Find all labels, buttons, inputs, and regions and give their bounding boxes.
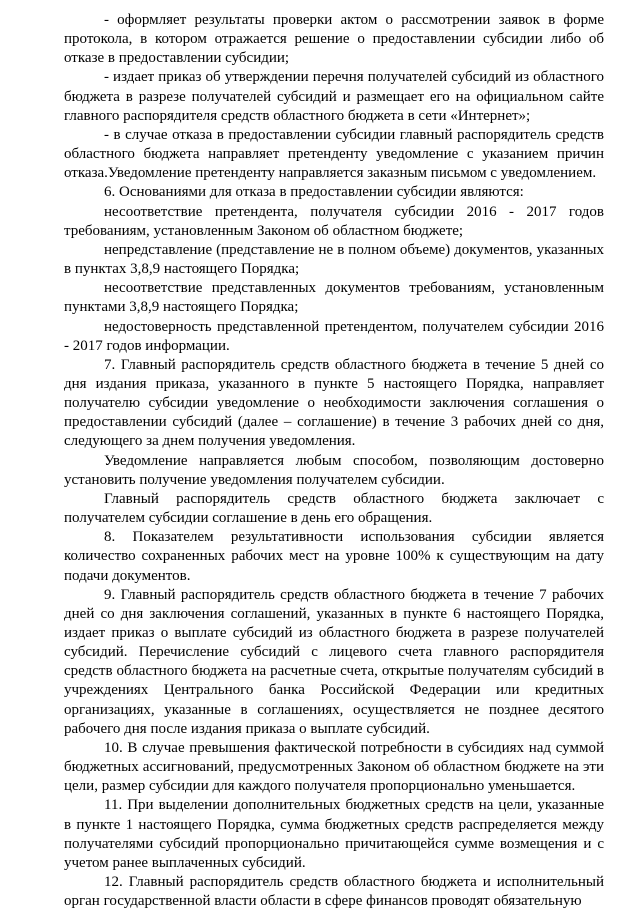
paragraph-7: 7. Главный распорядитель средств областного бюджета в течение 5 дней со дня издания приказа, указанного в пункте 5 настоящего Порядка, направляет получателю субсидии уведомление о необходимости заключения соглашения о предоставлении субсидий (далее – соглашение) в течение 3 рабочих дней со дня, следующего за днем получения уведомления.: [64, 356, 604, 450]
paragraph-10: 10. В случае превышения фактической потребности в субсидиях над суммой бюджетных ассигнований, предусмотренных Законом об областном бюджете на эти цели, размер субсидии для каждого получателя пропорционально уменьшается.: [64, 739, 604, 795]
paragraph-6-item-4: недостоверность представленной претендентом, получателем субсидии 2016 - 2017 годов информации.: [64, 318, 604, 354]
paragraph-protocol: - оформляет результаты проверки актом о рассмотрении заявок в форме протокола, в котором отражается решение о предоставлении субсидии либо об отказе в предоставлении субсидии;: [64, 12, 604, 67]
paragraph-7-notice: Уведомление направляется любым способом, позволяющим достоверно установить получение уведомления получателем субсидии.: [64, 452, 604, 488]
paragraph-6-heading: 6. Основаниями для отказа в предоставлении субсидии являются:: [104, 184, 524, 201]
paragraph-6-item-2: непредставление (представление не в полном объеме) документов, указанных в пунктах 3,8,9 настоящего Порядка;: [64, 241, 604, 278]
paragraph-7-agreement: Главный распорядитель средств областного бюджета заключает с получателем субсидии соглашение в день его обращения.: [64, 490, 604, 527]
paragraph-8: 8. Показателем результативности использования субсидии является количество сохраненных рабочих мест на уровне 100% к существующим на дату подачи документов.: [64, 529, 604, 584]
paragraph-6-item-3: несоответствие представленных документов требованиям, установленным пунктами 3,8,9 настоящего Порядка;: [64, 280, 604, 316]
paragraph-12: 12. Главный распорядитель средств областного бюджета и исполнительный орган государственной власти области в сфере финансов проводят обязательную: [64, 874, 604, 910]
paragraph-9: 9. Главный распорядитель средств областного бюджета в течение 7 рабочих дней со дня заключения соглашений, указанных в пункте 6 настоящего Порядка, издает приказ о выплате субсидий из областного бюджета в разрезе получателей субсидий. Перечисление субсидий с лицевого счета главного распорядителя средств областного бюджета на расчетные счета, открытые получателям субсидий в учреждениях Центрального банка Российской Федерации или кредитных организациях, указанные в соглашениях, осуществляется не позднее десятого рабочего дня после издания приказа о выплате субсидий.: [64, 586, 604, 737]
paragraph-refusal-notice: - в случае отказа в предоставлении субсидии главный распорядитель средств областного бюджета направляет претенденту уведомление с указанием причин отказа.Уведомление претенденту направляется заказным письмом с уведомлением.: [64, 126, 604, 182]
paragraph-11: 11. При выделении дополнительных бюджетных средств на цели, указанные в пункте 1 настоящего Порядка, сумма бюджетных средств распределяется между получателями субсидий пропорционально причитающейся сумме возмещения и с учетом ранее выплаченных субсидий.: [64, 797, 604, 871]
paragraph-order-list: - издает приказ об утверждении перечня получателей субсидий из областного бюджета в разрезе получателей субсидий и размещает его на официальном сайте главного распорядителя средств областного бюджета в сети «Интернет»;: [64, 69, 604, 124]
paragraph-6-item-1: несоответствие претендента, получателя субсидии 2016 - 2017 годов требованиям, установленным Законом об областном бюджете;: [64, 203, 604, 239]
